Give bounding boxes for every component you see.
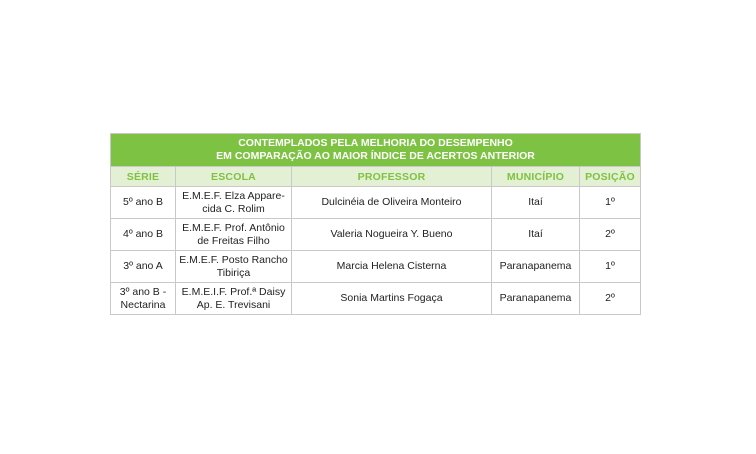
table-row [111, 219, 641, 251]
award-table [110, 133, 641, 315]
cell-professor: Sonia Martins Fogaça [292, 283, 492, 315]
cell-escola [176, 219, 292, 251]
cell-serie-line: Nectarina [120, 298, 166, 311]
cell-escola [176, 187, 292, 219]
header-professor: PROFESSOR [292, 167, 492, 187]
table-title-line-2: EM COMPARAÇÃO AO MAIOR ÍNDICE DE ACERTOS ANTERIOR [216, 150, 535, 162]
table-title-row [111, 134, 641, 167]
header-escola: ESCOLA [176, 167, 292, 187]
cell-escola [176, 283, 292, 315]
cell-posicao: 2º [580, 219, 641, 251]
table-body [111, 187, 641, 315]
table-row [111, 283, 641, 315]
header-municipio: MUNICÍPIO [492, 167, 580, 187]
header-serie: SÉRIE [111, 167, 176, 187]
cell-escola-line: Ap. E. Trevisani [196, 298, 271, 311]
cell-serie-line: 5º ano B [122, 196, 164, 208]
cell-serie-line: 4º ano B [122, 228, 164, 240]
cell-municipio: Paranapanema [492, 283, 580, 315]
cell-posicao: 1º [580, 251, 641, 283]
cell-serie-line: 3º ano A [123, 260, 163, 272]
cell-escola-line: E.M.E.F. Prof. Antônio [182, 221, 285, 234]
cell-escola-line: E.M.E.F. Elza Appare- [182, 189, 285, 202]
cell-professor: Marcia Helena Cisterna [292, 251, 492, 283]
cell-serie-line: 3º ano B - [119, 285, 167, 298]
cell-escola-line: E.M.E.I.F. Prof.ª Daisy [181, 285, 286, 298]
cell-escola-line: de Freitas Filho [197, 234, 270, 247]
cell-serie [111, 283, 176, 315]
cell-municipio: Paranapanema [492, 251, 580, 283]
cell-posicao: 1º [580, 187, 641, 219]
cell-escola-line: E.M.E.F. Posto Rancho [179, 253, 288, 266]
cell-municipio: Itaí [492, 219, 580, 251]
cell-serie [111, 251, 176, 283]
cell-serie [111, 219, 176, 251]
cell-serie [111, 187, 176, 219]
table-title [111, 134, 641, 167]
table-header-row [111, 167, 641, 187]
cell-professor: Dulcinéia de Oliveira Monteiro [292, 187, 492, 219]
table-row [111, 187, 641, 219]
cell-municipio: Itaí [492, 187, 580, 219]
cell-professor: Valeria Nogueira Y. Bueno [292, 219, 492, 251]
cell-escola [176, 251, 292, 283]
table-title-line-1: CONTEMPLADOS PELA MELHORIA DO DESEMPENHO [238, 137, 513, 149]
cell-posicao: 2º [580, 283, 641, 315]
table-row [111, 251, 641, 283]
cell-escola-line: cida C. Rolim [202, 202, 265, 215]
cell-escola-line: Tibiriça [216, 266, 251, 279]
header-posicao: POSIÇÃO [580, 167, 641, 187]
